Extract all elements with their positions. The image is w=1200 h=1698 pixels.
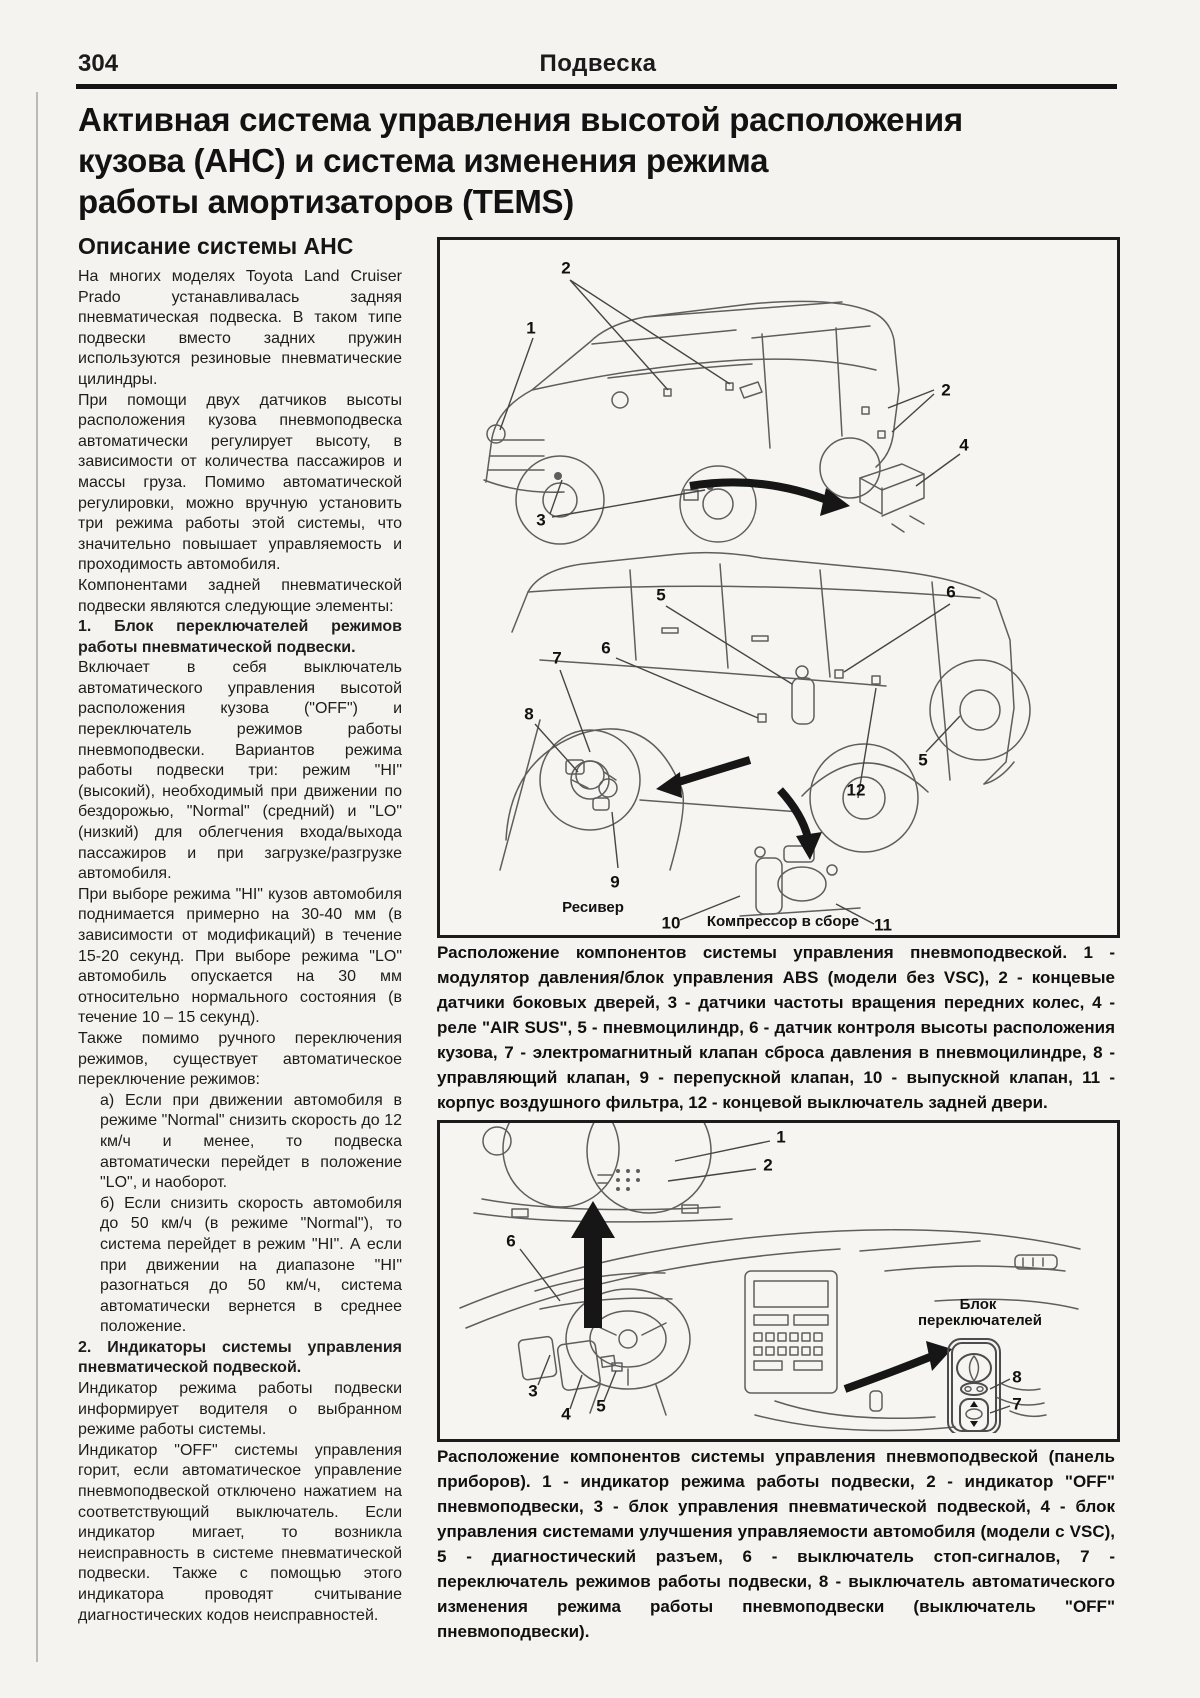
article-paragraph: б) Если снизить скорость автомобиля до 50 км/ч (в режиме "Normal"), то система перейдет в режим "HI". А если при движении на диапазоне "HI" разогнаться до 50 км/ч, система автоматически вернется в среднее положение. xyxy=(100,1194,402,1336)
figure-callout-6: 6 xyxy=(601,638,611,658)
figure-callout-7: 7 xyxy=(552,648,562,668)
page-number: 304 xyxy=(78,50,119,77)
dashboard-drawing xyxy=(460,1230,1080,1431)
switch-block-drawing xyxy=(948,1339,1000,1433)
figure-callout-9: 9 xyxy=(610,872,620,892)
receiver-detail-drawing xyxy=(500,720,683,870)
article-heading: Описание системы АНС xyxy=(78,233,354,259)
arrow-to-compressor xyxy=(780,790,808,838)
figure-callout-6: 6 xyxy=(946,582,956,602)
article-paragraph: Также помимо ручного переключения режимов, существует автоматическое переключение режимов: xyxy=(78,1029,402,1089)
arrow-to-receiver-head xyxy=(656,772,682,798)
article-paragraph: 2. Индикаторы системы управления пневматической подвеской. xyxy=(78,1338,402,1377)
compressor-label: Компрессор в сборе xyxy=(706,913,860,930)
switch-block-label: Блок переключателей xyxy=(918,1296,1042,1329)
article-body xyxy=(78,267,402,1626)
arrow-to-receiver xyxy=(672,760,750,784)
figure-suspension-components xyxy=(437,237,1120,938)
page-edge-scan-line xyxy=(36,92,38,1662)
figure-instrument-panel xyxy=(437,1120,1120,1442)
article-paragraph: Индикатор "OFF" системы управления горит, если автоматическое управление пневмоподвеской отключено нажатием на соответствующий выключатель. Если индикатор мигает, то возникла неисправность в системе пневматической подвески. Также с помощью этого индикатора проводят считывание диагностических кодов неисправностей. xyxy=(78,1441,402,1624)
instrument-panel-diagram xyxy=(440,1123,1111,1433)
figure-callout-1: 1 xyxy=(526,318,536,338)
figure-callout-7: 7 xyxy=(1012,1394,1022,1414)
figure-callout-3: 3 xyxy=(536,510,546,530)
article-paragraph: При выборе режима "HI" кузов автомобиля поднимается примерно на 30-40 мм (в зависимости от модификаций) в течение 15-20 секунд. При выборе режима "LO" автомобиль опускается на 30 мм относительно нормального состояния (в течение 10 – 15 секунд). xyxy=(78,885,402,1027)
figure-callout-8: 8 xyxy=(1012,1367,1022,1387)
arrow-to-switch-block xyxy=(845,1357,930,1389)
figure-callout-5: 5 xyxy=(656,585,666,605)
figure-callout-5: 5 xyxy=(596,1396,606,1416)
article-text-column xyxy=(78,233,402,1626)
article-title xyxy=(78,99,1138,222)
figure-callout-4: 4 xyxy=(959,435,969,455)
article-title-line-3: работы амортизаторов (TEMS) xyxy=(78,183,574,220)
article-paragraph: На многих моделях Toyota Land Cruiser Prado устанавливалась задняя пневматическая подвеска. В таком типе подвески вместо задних пружин используются резиновые пневматические цилиндры. xyxy=(78,268,402,388)
figure-callout-11: 11 xyxy=(874,915,892,935)
article-paragraph: Компонентами задней пневматической подвески являются следующие элементы: xyxy=(78,576,402,615)
figure1-caption: Расположение компонентов системы управления пневмоподвеской. 1 - модулятор давления/блок управления ABS (модели без VSC), 2 - концевые датчики боковых дверей, 3 - датчики частоты вращения передних колес, 4 - реле "AIR SUS", 5 - пневмоцилиндр, 6 - датчик контроля высоты расположения кузова, 7 - электромагнитный клапан сброса давления в пневмоцилиндре, 8 - управляющий клапан, 9 - перепускной клапан, 10 - выпускной клапан, 11 - корпус воздушного фильтра, 12 - концевой выключатель задней двери. xyxy=(437,943,1115,1112)
figure2-caption: Расположение компонентов системы управления пневмоподвеской (панель приборов). 1 - индикатор режима работы подвески, 2 - индикатор "OFF" пневмоподвески, 3 - блок управления пневматической подвеской, 4 - блок управления системами улучшения управляемости автомобиля (модели с VSC), 5 - диагностический разъем, 6 - выключатель стоп-сигналов, 7 - переключатель режимов работы подвески, 8 - выключатель автоматического изменения режима работы пневмоподвески (выключатель "OFF" пневмоподвески). xyxy=(437,1447,1115,1641)
figure-callout-1: 1 xyxy=(776,1127,786,1147)
article-paragraph: Включает в себя выключатель автоматического управления высотой расположения кузова ("OFF") и переключатель режимов работы пневмоподвески. Вариантов режима работы подвески три: режим "HI" (высокий), необходимый при движении по бездорожью, "Normal" (средний) и "LO" (низкий) для облегчения входа/выхода пассажиров и при загрузке/разгрузке автомобиля. xyxy=(78,659,402,883)
figure-callout-2: 2 xyxy=(941,380,951,400)
article-paragraph: При помощи двух датчиков высоты расположения кузова пневмоподвеска автоматически регулирует высоту, в зависимости от количества пассажиров и массы груза. Помимо автоматической регулировки, можно вручную установить три режима работы этой системы, что значительно повышает управляемость и проходимость автомобиля. xyxy=(78,391,402,574)
figure-callout-2: 2 xyxy=(561,258,571,278)
figure-callout-3: 3 xyxy=(528,1381,538,1401)
figure-callout-5: 5 xyxy=(918,750,928,770)
article-paragraph: 1. Блок переключателей режимов работы пневматической подвески. xyxy=(78,618,402,656)
arrow-to-relay-head xyxy=(820,488,850,516)
vehicle-components-diagram xyxy=(440,240,1111,929)
figure-callout-4: 4 xyxy=(561,1404,571,1424)
compressor-detail-drawing xyxy=(740,846,860,916)
article-title-line-2: кузова (АНС) и система изменения режима xyxy=(78,142,769,179)
air-sus-relay-drawing xyxy=(860,464,924,532)
section-title: Подвеска xyxy=(539,50,657,77)
article-paragraph: Индикатор режима работы подвески информирует водителя о выбранном режиме работы системы. xyxy=(78,1380,402,1439)
header-rule xyxy=(76,84,1117,89)
figure-callout-2: 2 xyxy=(763,1155,773,1175)
arrow-to-relay xyxy=(690,482,832,502)
article-paragraph: а) Если при движении автомобиля в режиме "Normal" снизить скорость до 12 км/ч и менее, то подвеска автоматически перейдет в положение "LO", и наоборот. xyxy=(100,1091,402,1192)
article-title-line-1: Активная система управления высотой расположения xyxy=(78,101,963,138)
receiver-label: Ресивер xyxy=(562,899,624,916)
figure-callout-12: 12 xyxy=(846,780,866,800)
figure-callout-10: 10 xyxy=(661,913,681,933)
figure-callout-8: 8 xyxy=(524,704,534,724)
instrument-cluster-inset xyxy=(474,1123,732,1222)
figure-callout-6: 6 xyxy=(506,1231,516,1251)
